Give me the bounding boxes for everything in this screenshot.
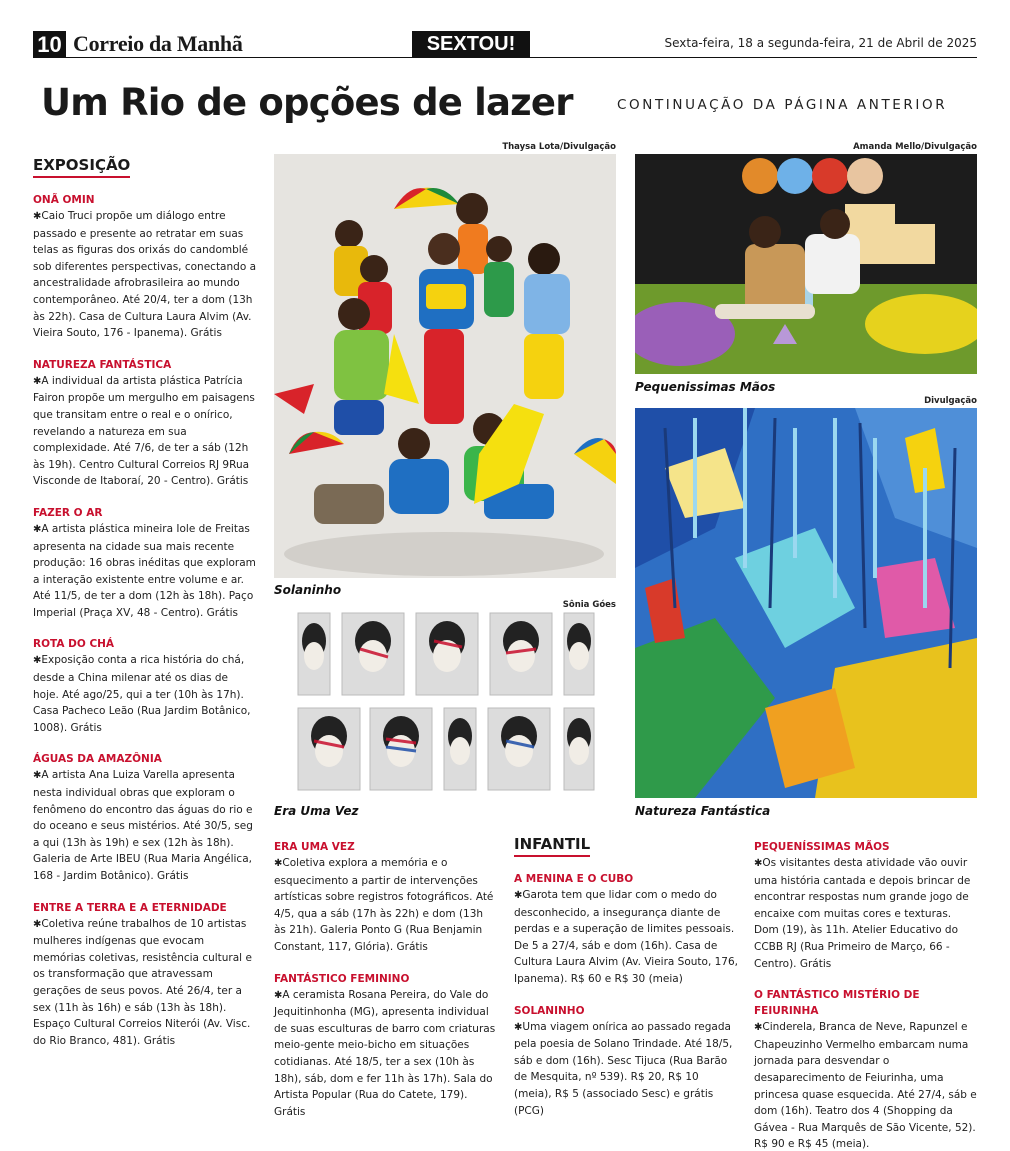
photo-era-uma-vez [274,611,616,796]
photo-credit-era-uma-vez: Sônia Góes [562,600,616,610]
col2-list [274,839,498,1120]
column-4-text [754,839,978,1151]
listing-body: Caio Truci propõe um diálogo entre passado e presente ao retratar em suas telas as figuras dos orixás do candomblé sob diferentes perspectivas, conectando a ancestralidade afrobrasileira ao mundo contemporâneo. Até 20/4, ter a dom (13h às 22h). Casa de Cultura Laura Alvim (Av. Vieira Souto, 176 - Ipanema). Grátis [33,210,257,340]
natureza-painting [635,408,977,798]
listing-item [33,900,257,1050]
listing-body-wrap [754,1019,978,1151]
listing-body: A artista plástica mineira Iole de Freitas apresenta na cidade sua mais recente produção: 16 obras inéditas que exploram a interação existente entre volume e ar. Até 11/5, de ter a dom (12h às 18h). Paço Imperial (Praça XV, 48 - Centro). Grátis [33,522,256,619]
photo-credit-pequenissimas: Amanda Mello/Divulgação [853,142,977,152]
listing-body-wrap [33,208,257,342]
listing-body: Os visitantes desta atividade vão ouvir uma história cantada e depois brincar de encontrar respostas num grande jogo de encaixe com muitas cores e texturas. Dom (19), às 11h. Atelier Educativo do CCBB RJ (Rua Primeiro de Março, 66 - Centro). Grátis [754,857,971,970]
listing-title: SOLANINHO [514,1004,585,1017]
listing-item [514,871,738,988]
listing-body-wrap [33,652,257,736]
paper-name: Correio da Manhã [73,31,243,56]
listing-item [33,192,257,342]
listing-title: PEQUENÍSSIMAS MÃOS [754,841,890,853]
asterisk-bullet-icon: ✱ [514,1021,523,1033]
listing-title: NATUREZA FANTÁSTICA [33,358,172,371]
listing-item [33,636,257,736]
listing-body-wrap [33,521,257,622]
listing-title: FANTÁSTICO FEMININO [274,972,410,985]
listing-body-wrap [514,887,738,988]
asterisk-bullet-icon: ✱ [33,375,42,387]
listing-body: Coletiva explora a memória e o esquecimento a partir de intervenções artísticas sobre registros fotográficos. Até 4/5, qua a sáb (17h às 22h) e dom (13h às 21h). Galeria Ponto G (Rua Benjamin Constant, 117, Glória). Grátis [274,857,494,953]
listing-body: Exposição conta a rica história do chá, desde a China milenar até os dias de hoje. Até ago/25, qui a ter (10h às 17h). Casa Pacheco Leão (Rua Jardim Botânico, 1008). Grátis [33,654,251,734]
asterisk-bullet-icon: ✱ [754,858,763,869]
photo-natureza [635,408,977,798]
photo-solaninho [274,154,616,578]
listing-body: Uma viagem onírica ao passado regada pela poesia de Solano Trindade. Até 18/5, sáb e dom (16h). Sesc Tijuca (Rua Barão de Mesquita, nº 539). R$ 20, R$ 10 (meia), R$ 5 (associado Sesc) e grátis (PCG) [514,1020,733,1117]
listing-title: O FANTÁSTICO MISTÉRIO DE FEIURINHA [754,989,920,1018]
page-header [33,30,977,58]
asterisk-bullet-icon: ✱ [33,523,42,535]
asterisk-bullet-icon: ✱ [754,1022,763,1034]
listing-item [274,839,498,956]
listing-body: A ceramista Rosana Pereira, do Vale do Jequitinhonha (MG), apresenta individual de suas esculturas de barro com criaturas meio-gente meio-bicho em situações cotidianas. Até 18/5, ter a sex (10h às 18h), sáb, dom e fer 11h às 17h). Sala do Artista Popular (Rua do Catete, 179). Grátis [274,988,496,1118]
listing-body: A individual da artista plástica Patrícia Fairon propõe um mergulho em paisagens que transitam entre o real e o onírico, revelando a natureza em sua complexidade. Até 7/6, de ter a sáb (12h às 19h). Centro Cultural Correios RJ 9Rua Visconde de Itaboraí, 20 - Centro). Grátis [33,374,255,488]
asterisk-bullet-icon: ✱ [33,918,42,930]
listing-title: A MENINA E O CUBO [514,873,634,885]
listing-item [33,751,257,884]
page-headline: Um Rio de opções de lazer [41,81,573,124]
column-2-text [274,839,498,1135]
listing-title: ENTRE A TERRA E A ETERNIDADE [33,901,227,914]
listing-title: ÁGUAS DA AMAZÔNIA [33,753,162,766]
listing-title: ONÃ OMIN [33,194,95,206]
exposicao-column [33,155,257,1064]
listing-item [33,357,257,490]
listing-item [274,971,498,1121]
photo-credit-solaninho: Thaysa Lota/Divulgação [502,142,616,152]
listing-body: A artista Ana Luiza Varella apresenta nesta individual obras que exploram o fenômeno do encontro das águas do rio e do oceano e seus mistérios. Até 30/5, seg a qui (13h às 19h) e sex (12h às 18h). Galeria de Arte IBEU (Rua Maria Angélica, 168 - Jardim Botânico). Grátis [33,769,253,882]
caption-era-uma-vez: Era Uma Vez [274,804,359,818]
solaninho-illustration [274,154,616,578]
col4-list [754,839,978,1151]
caption-pequenissimas: Pequenissimas Mãos [635,380,776,394]
listing-title: ERA UMA VEZ [274,841,355,853]
listing-title: ROTA DO CHÁ [33,638,115,651]
page-number: 10 [33,31,66,58]
listing-body-wrap [33,373,257,490]
caption-solaninho: Solaninho [274,583,342,597]
section-heading-infantil: INFANTIL [514,835,590,857]
listing-body-wrap [33,767,257,884]
asterisk-bullet-icon: ✱ [274,858,283,869]
asterisk-bullet-icon: ✱ [514,890,523,901]
listing-body-wrap [33,916,257,1050]
listing-item [514,1003,738,1120]
infantil-list [514,871,738,1119]
listing-body: Cinderela, Branca de Neve, Rapunzel e Chapeuzinho Vermelho embarcam numa jornada para desvendar o desaparecimento de Feiurinha, uma princesa quase esquecida. Até 27/4, sáb e dom (16h). Teatro dos 4 (Shopping da Gávea - Rua Marquês de São Vicente, 52). R$ 90 e R$ 45 (meia). [754,1021,977,1151]
listing-body: Garota tem que lidar com o medo do desconhecido, a insegurança diante de perdas e a superação de limites pessoais. De 5 a 27/4, sáb e dom (16h). Casa de Cultura Laura Alvim (Av. Vieira Souto, 176, Ipanema). R$ 60 e R$ 30 (meia) [514,889,739,985]
exposicao-list [33,192,257,1049]
listing-body: Coletiva reúne trabalhos de 10 artistas mulheres indígenas que evocam memórias coletivas, resistência cultural e os transformação que atravessam gerações de seus povos. Até 26/4, ter a sex (11h às 16h) e sáb (13h às 18h). Espaço Cultural Correios Niterói (Av. Visc. do Rio Branco, 481). Grátis [33,917,252,1047]
section-tag: SEXTOU! [412,31,530,58]
listing-item [754,987,978,1151]
issue-date: Sexta-feira, 18 a segunda-feira, 21 de Abril de 2025 [664,36,977,50]
listing-item [754,839,978,972]
listing-body-wrap [514,1019,738,1120]
continuation-note: CONTINUAÇÃO DA PÁGINA ANTERIOR [617,97,948,113]
listing-body-wrap [274,987,498,1121]
listing-title: FAZER O AR [33,506,103,519]
asterisk-bullet-icon: ✱ [33,770,42,782]
section-heading-exposicao: EXPOSIÇÃO [33,156,130,178]
asterisk-bullet-icon: ✱ [33,655,42,667]
era-uma-vez-portraits [274,611,616,796]
photo-pequenissimas [635,154,977,374]
asterisk-bullet-icon: ✱ [274,989,283,1001]
caption-natureza: Natureza Fantástica [635,804,771,818]
listing-body-wrap [754,855,978,972]
infantil-column [514,834,738,1134]
listing-body-wrap [274,855,498,956]
pequenissimas-illustration [635,154,977,374]
photo-credit-natureza: Divulgação [924,396,977,406]
asterisk-bullet-icon: ✱ [33,211,42,222]
listing-item [33,505,257,622]
